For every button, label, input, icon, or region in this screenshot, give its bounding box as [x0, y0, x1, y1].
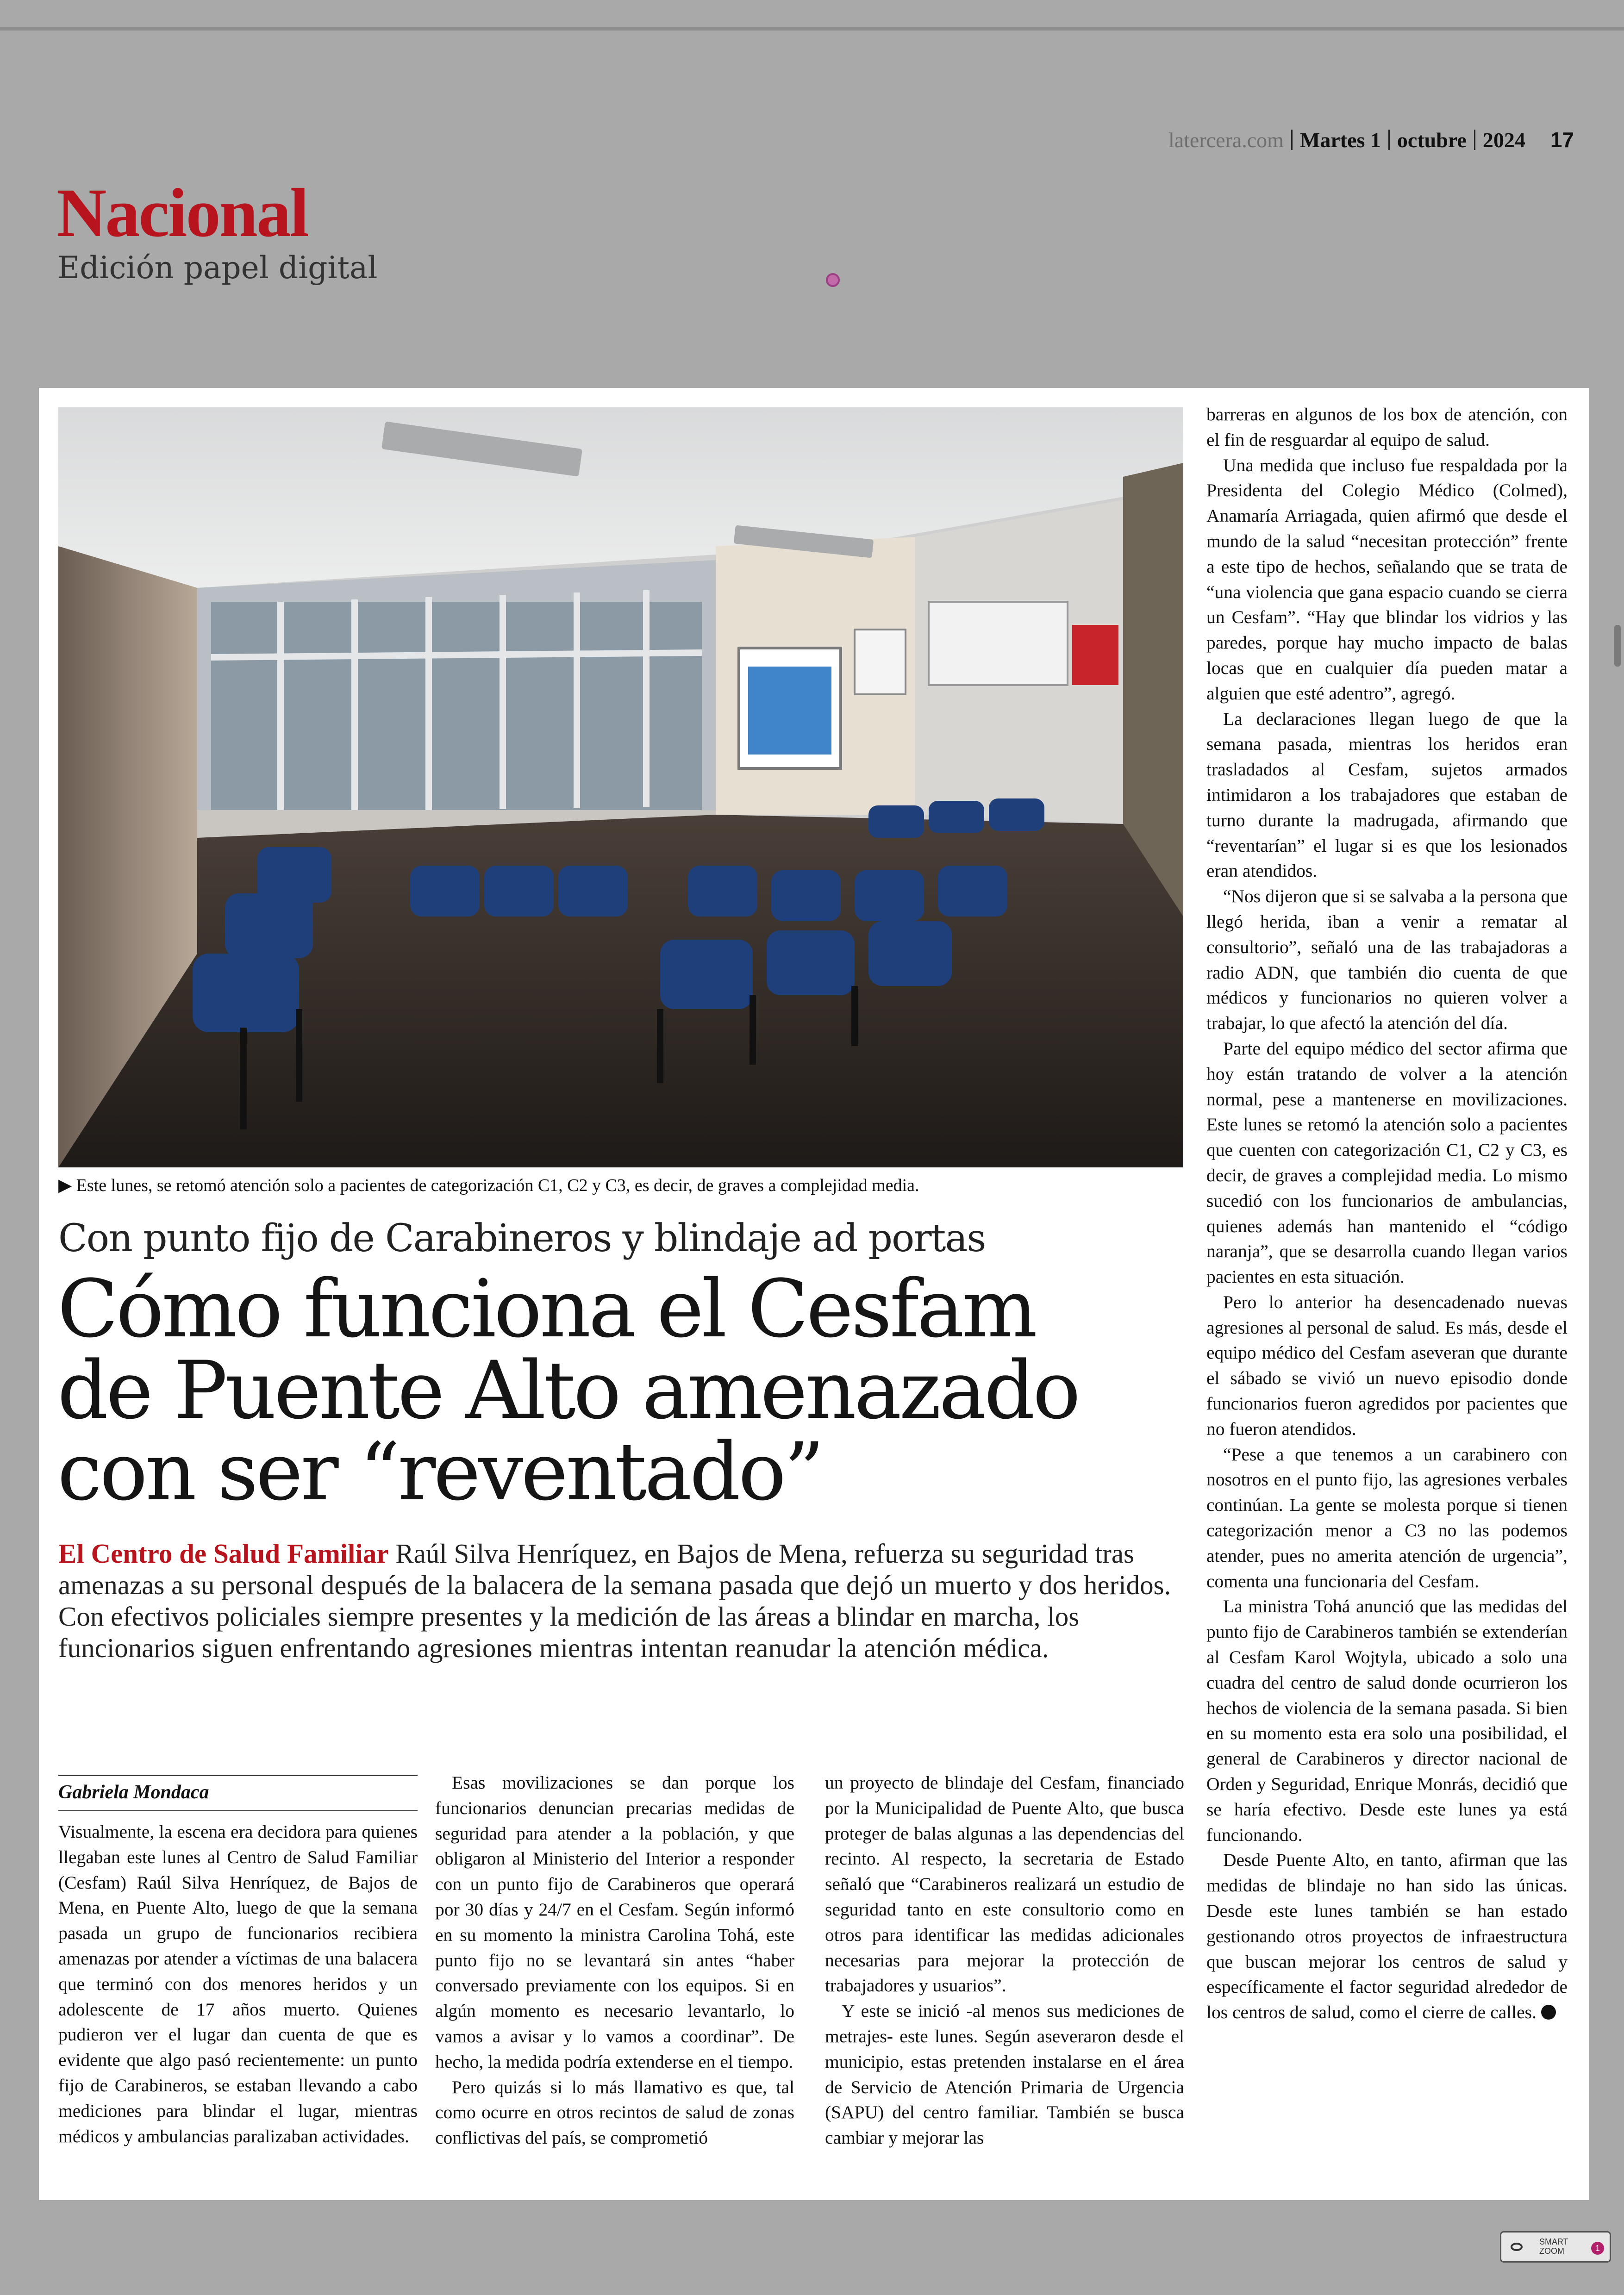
paragraph: “Pese a que tenemos a un carabinero con nosotros en el punto fijo, las agresiones verbales continúan. La gente se molesta porque si tienen categorización menor a C3 no las podemos atender, pues no amerita atención de urgencia”, comenta una funcionaria del Cesfam.: [1206, 1444, 1568, 1591]
article-byline: Gabriela Mondaca: [58, 1782, 209, 1803]
zoom-badge: 1: [1591, 2242, 1604, 2255]
paragraph: Pero lo anterior ha desencadenado nuevas agresiones al personal de salud. Es más, desde el equipo médico del Cesfam aseveran que durante el sábado se vivió un nuevo episodio donde funcionarios fueron agredidos por pacientes que no fueron atendidos.: [1206, 1291, 1568, 1439]
article-lead: [58, 1538, 1188, 1664]
waiting-room-photo: [58, 407, 1183, 1167]
scrollbar-thumb[interactable]: [1614, 625, 1621, 667]
paragraph: “Nos dijeron que si se salvaba a la persona que llegó herida, iban a venir a rematar al consultorio”, señaló una de las trabajadoras a radio ADN, que también dio cuenta de que médicos y funcionarios no quieren volver a trabajar, lo que afectó la atención del día.: [1206, 886, 1568, 1034]
paragraph: barreras en algunos de los box de atención, con el fin de resguardar al equipo de salud.: [1206, 404, 1568, 450]
paragraph: un proyecto de blindaje del Cesfam, financiado por la Municipalidad de Puente Alto, que busca proteger de balas algunas a las dependencias del recinto. Al respecto, la secretaria de Estado señaló que “Carabineros realizará un estudio de seguridad tanto en este consultorio como en otros para identificar las medidas adicionales necesarias para mejorar la protección de trabajadores y usuarios”.: [825, 1772, 1184, 1996]
headline-line: con ser “reventado”: [57, 1425, 823, 1518]
masthead-separator: [1474, 130, 1475, 150]
masthead-year: 2024: [1482, 128, 1525, 152]
paragraph: La ministra Tohá anunció que las medidas del punto fijo de Carabineros también se extenderían al Cesfam Karol Wojtyla, ubicado a solo una cuadra del centro de salud donde ocurrieron los hechos de violencia de la semana pasada. Si bien en su momento esta era solo una posibilidad, el general de Carabineros y director nacional de Orden y Seguridad, Enrique Monrás, decidió que se haría efectivo. Desde este lunes ya está funcionando.: [1206, 1596, 1568, 1845]
byline-rule-bottom: [58, 1810, 418, 1811]
paragraph: Y este se inició -al menos sus mediciones de metrajes- este lunes. Según aseveraron desde el municipio, estas pretenden instalarse en el área de Servicio de Atención Primaria de Urgencia (SAPU) del centro familiar. También se busca cambiar y mejorar las: [825, 2001, 1184, 2148]
final-paragraph-text: Desde Puente Alto, en tanto, afirman que las medidas de blindaje no han sido las únicas. Desde este lunes también se han estado gestionando otros proyectos de infraestructura que buscan mejorar los centros de salud y específicamente el factor seguridad alrededor de los centros de salud, como el cierre de calles.: [1206, 1850, 1568, 2023]
smart-zoom-button[interactable]: [1500, 2231, 1611, 2263]
article-column-4: [1206, 402, 1568, 2025]
edition-label: Edición papel digital: [57, 250, 378, 286]
article-column-3: [825, 1770, 1184, 2151]
annotation-marker[interactable]: [826, 273, 840, 287]
headline-line: de Puente Alto amenazado: [57, 1344, 1079, 1437]
end-of-article-icon: [1541, 2005, 1556, 2020]
lead-text: Raúl Silva Henríquez, en Bajos de Mena, refuerza su seguridad tras amenazas a su personal después de la balacera de la semana pasada que dejó un muerto y dos heridos. Con efectivos policiales siempre presentes y la medición de las áreas a blindar en marcha, los funcionarios siguen enfrentando agresiones mientras intentan reanudar la atención médica.: [58, 1538, 1171, 1663]
page-number: 17: [1550, 128, 1574, 152]
eye-icon: [1511, 2243, 1523, 2251]
article-column-1: [58, 1819, 418, 2149]
paragraph: Pero quizás si lo más llamativo es que, tal como ocurre en otros recintos de salud de zonas conflictivas del país, se comprometió: [435, 2077, 794, 2148]
section-title: Nacional: [56, 175, 308, 251]
smart-zoom-label: SMART ZOOM: [1539, 2237, 1568, 2256]
lead-highlight: El Centro de Salud Familiar: [58, 1538, 389, 1569]
byline-rule-top: [58, 1775, 418, 1776]
paragraph: Una medida que incluso fue respaldada por la Presidenta del Colegio Médico (Colmed), Anamaría Arriagada, quien afirmó que desde el mundo de la salud “necesitan protección” frente a este tipo de hechos, señalando que se trata de “una violencia que gana espacio cuando se cierra un Cesfam”. “Hay que blindar los vidrios y las paredes, porque hay mucho impacto de balas locas que en cualquier día pueden matar a alguien que esté adentro”, agregó.: [1206, 455, 1568, 704]
masthead-separator: [1388, 130, 1390, 150]
paragraph: [1206, 1847, 1568, 2025]
paragraph: Parte del equipo médico del sector afirma que hoy están tratando de volver a la atención normal, pese a mantenerse en movilizaciones. Este lunes se retomó la atención solo a pacientes que cuenten con categorización C1, C2 y C3, es decir, de graves a complejidad media. Lo mismo sucedió con los funcionarios de ambulancias, quienes además han mantenido el “código naranja”, que se desarrolla cuando llegan varios pacientes en esta situación.: [1206, 1038, 1568, 1287]
photo-caption: ▶ Este lunes, se retomó atención solo a pacientes de categorización C1, C2 y C3, es decir, de graves a complejidad media.: [58, 1176, 919, 1195]
paragraph: Visualmente, la escena era decidora para quienes llegaban este lunes al Centro de Salud Familiar (Cesfam) Raúl Silva Henríquez, de Bajos de Mena, en Puente Alto, luego de que la semana pasada un grupo de funcionarios recibiera amenazas por atender a víctimas de una balacera que terminó con dos menores heridos y un adolescente de 17 años muerto. Quienes pudieron ver el lugar dan cuenta de que es evidente que algo pasó recientemente: un punto fijo de Carabineros, se estaban llevando a cabo mediciones para blindar el lugar, mientras médicos y ambulancias paralizaban actividades.: [58, 1821, 418, 2146]
page-masthead: [1134, 127, 1574, 160]
paragraph: Esas movilizaciones se dan porque los funcionarios denuncian precarias medidas de seguridad para atender a la población, y que obligaron al Ministerio del Interior a responder con un punto fijo de Carabineros que operará por 30 días y 24/7 en el Cesfam. Según informó en su momento la ministra Carolina Tohá, este punto fijo no se levantará sin antes “haber conversado previamente con los equipos. Si en algún momento es necesario levantarlo, lo vamos a avisar y lo vamos a coordinar”. De hecho, la medida podría extenderse en el tiempo.: [435, 1772, 794, 2072]
masthead-month: octubre: [1397, 128, 1467, 152]
masthead-separator: [1291, 130, 1293, 150]
article-column-2: [435, 1770, 794, 2151]
masthead-site[interactable]: latercera.com: [1168, 128, 1284, 152]
headline-line: Cómo funciona el Cesfam: [57, 1262, 1036, 1355]
viewer-top-bar: [0, 27, 1624, 31]
paragraph: La declaraciones llegan luego de que la semana pasada, mientras los heridos eran trasladados al Cesfam, sujetos armados intimidaron a los trabajadores que estaban de turno durante la madrugada, afirmando que “reventarían” el lugar si es que los lesionados eran atendidos.: [1206, 708, 1568, 881]
article-kicker: Con punto fijo de Carabineros y blindaje ad portas: [58, 1216, 986, 1260]
masthead-day: Martes 1: [1299, 128, 1381, 152]
article-headline: [57, 1262, 1187, 1518]
article-photo[interactable]: [58, 407, 1183, 1167]
